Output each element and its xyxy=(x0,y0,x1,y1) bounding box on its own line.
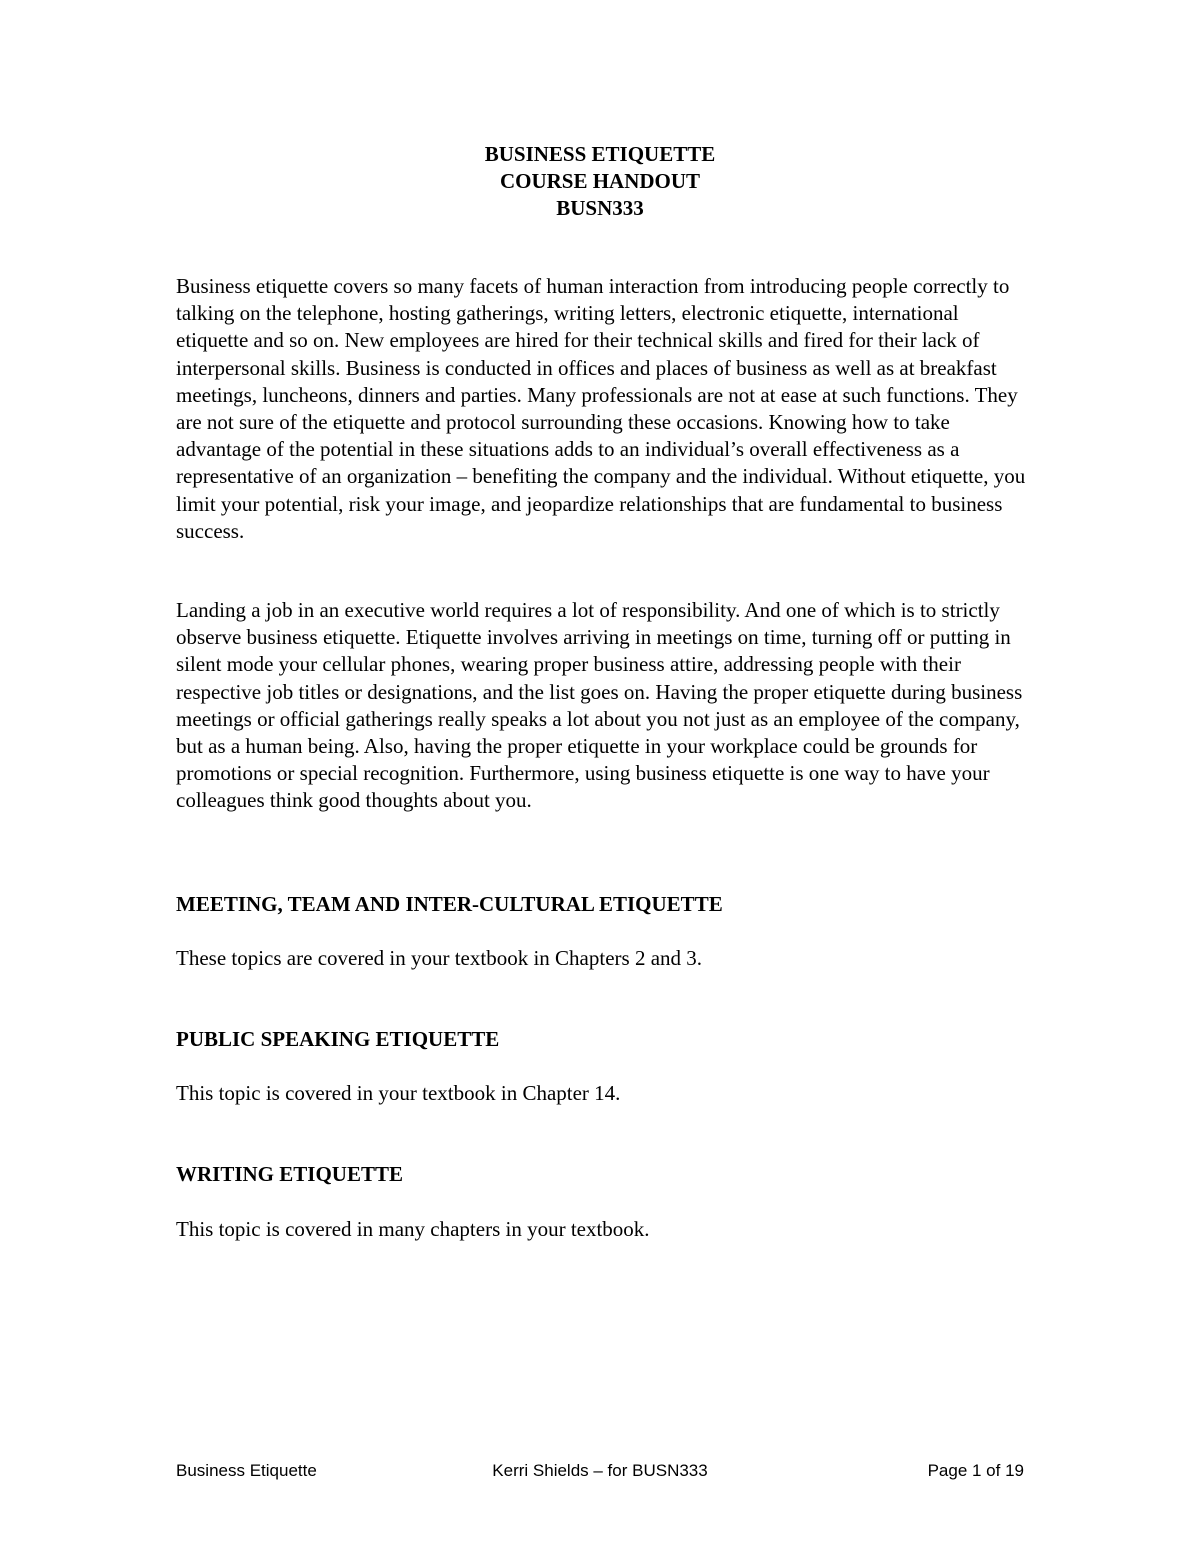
intro-paragraph-1: Business etiquette covers so many facets of human interaction from introducing people correctly to talking on the telephone, hosting gatherings, writing letters, electronic etiquette, international etiquette and so on. New employees are hired for their technical skills and fired for their lack of interpersonal skills. Business is conducted in offices and places of business as well as at breakfast meetings, luncheons, dinners and parties. Many professionals are not at ease at such functions. They are not sure of the etiquette and protocol surrounding these occasions. Knowing how to take advantage of the potential in these situations adds to an individual’s overall effectiveness as a representative of an organization – benefiting the company and the individual. Without etiquette, you limit your potential, risk your image, and jeopardize relationships that are fundamental to business success. xyxy=(176,274,1026,543)
intro-paragraph-2: Landing a job in an executive world requires a lot of responsibility. And one of which is to strictly observe business etiquette. Etiquette involves arriving in meetings on time, turning off or putting in silent mode your cellular phones, wearing proper business attire, addressing people with their respective job titles or designations, and the list goes on. Having the proper etiquette during business meetings or official gatherings really speaks a lot about you not just as an employee of the company, but as a human being. Also, having the proper etiquette in your workplace could be grounds for promotions or special recognition. Furthermore, using business etiquette is one way to have your colleagues think good thoughts about you. xyxy=(176,598,1023,813)
section-text-meeting-team-intercultural: These topics are covered in your textbook in Chapters 2 and 3. xyxy=(176,946,703,970)
document-subtitle: COURSE HANDOUT xyxy=(499,169,701,193)
section-text-writing: This topic is covered in many chapters in your textbook. xyxy=(176,1217,650,1241)
page-number: Page 1 of 19 xyxy=(927,1461,1024,1480)
title-block xyxy=(0,141,1200,222)
footer-left: Business Etiquette xyxy=(176,1461,317,1480)
course-code: BUSN333 xyxy=(556,196,644,220)
document-title: BUSINESS ETIQUETTE xyxy=(484,142,716,166)
section-heading-meeting-team-intercultural: MEETING, TEAM AND INTER-CULTURAL ETIQUETTE xyxy=(176,892,723,916)
section-text-public-speaking: This topic is covered in your textbook in Chapter 14. xyxy=(176,1081,621,1105)
section-heading-public-speaking: PUBLIC SPEAKING ETIQUETTE xyxy=(176,1027,500,1051)
section-heading-writing: WRITING ETIQUETTE xyxy=(176,1162,403,1186)
footer-center: Kerri Shields – for BUSN333 xyxy=(492,1461,708,1480)
